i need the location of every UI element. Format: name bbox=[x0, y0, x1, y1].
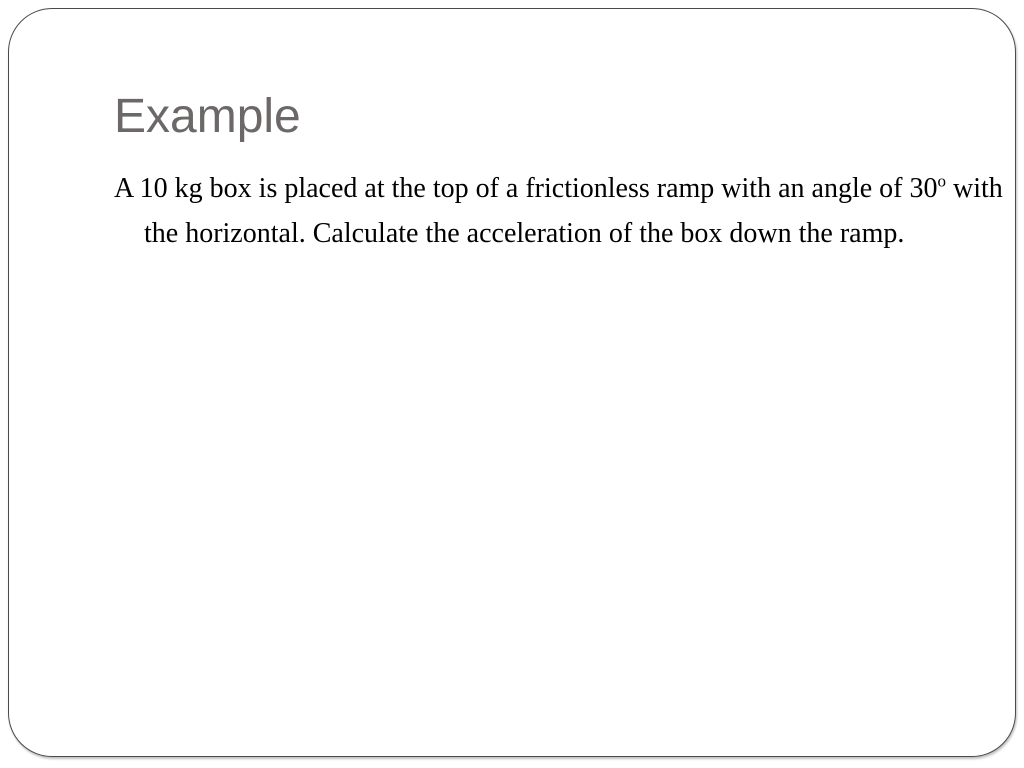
slide-body-text bbox=[114, 166, 1004, 256]
body-text-part-2: with the horizontal. Calculate the acceleration of the box down the ramp. bbox=[144, 173, 1003, 249]
slide-title: Example bbox=[114, 90, 301, 143]
body-text-part-1: A 10 kg box is placed at the top of a frictionless ramp with an angle of 30 bbox=[114, 173, 938, 204]
degree-superscript: o bbox=[937, 171, 946, 191]
